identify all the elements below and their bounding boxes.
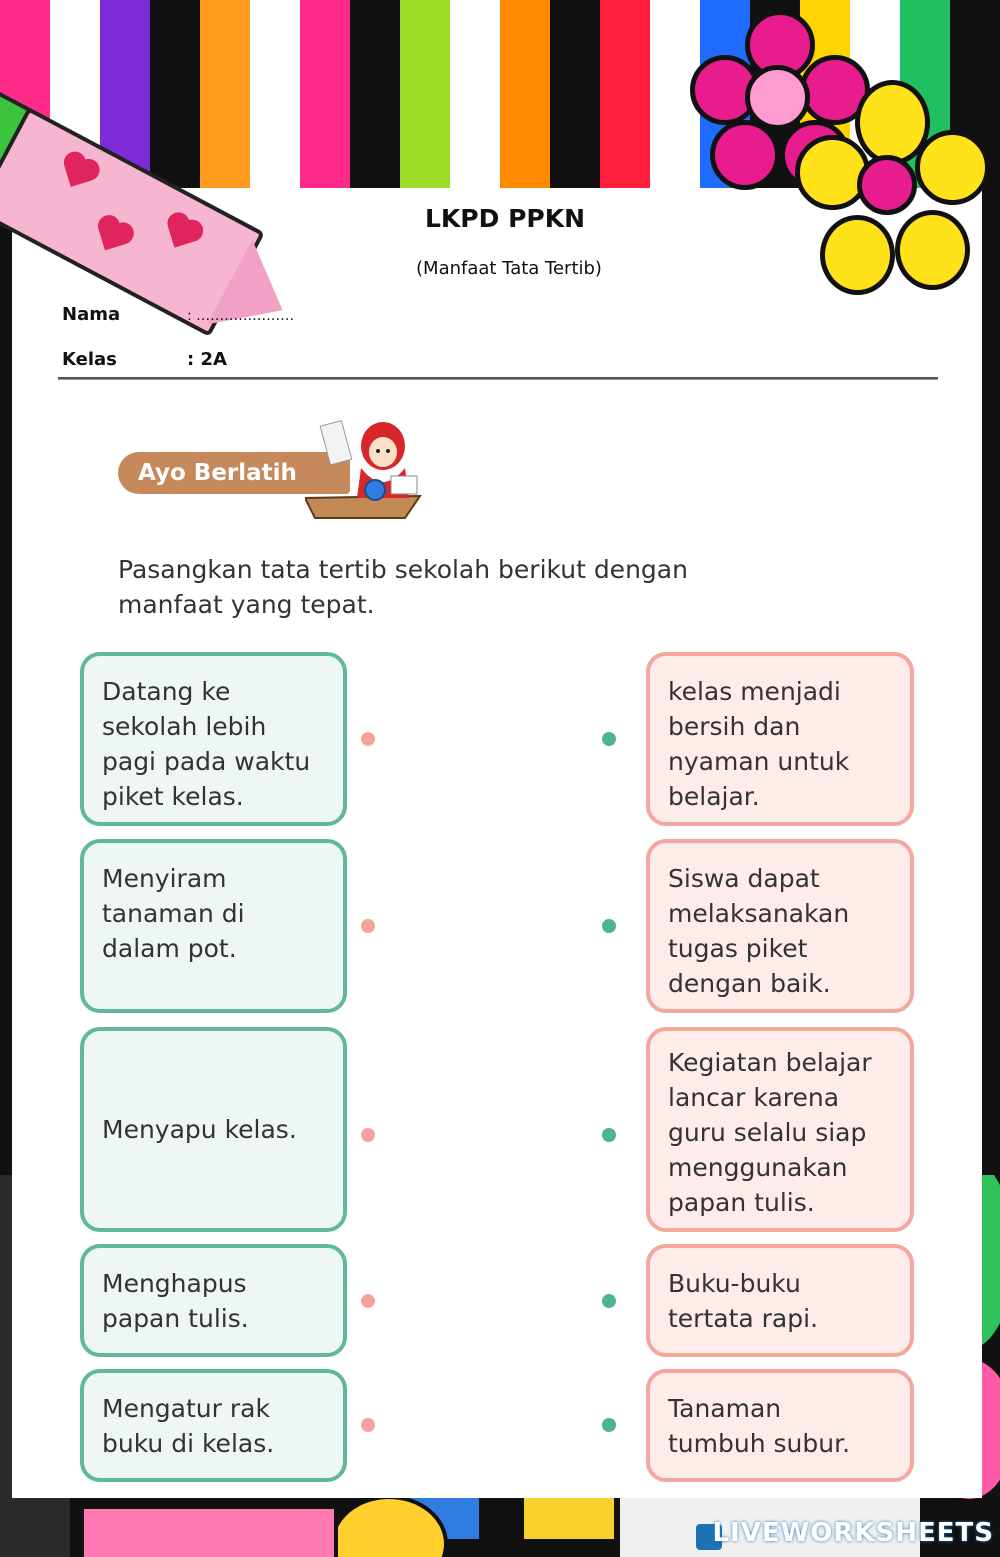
left-card-5-line-1: Mengatur rak [102,1394,270,1423]
left-card-2-line-1: Menyiram [102,864,227,893]
left-card-4-line-2: papan tulis. [102,1304,249,1333]
student-illustration [305,418,425,528]
right-connector-dot-1[interactable] [602,732,616,746]
right-card-5-line-1: Tanaman [668,1394,782,1423]
header-divider [58,377,938,380]
left-card-2-line-2: tanaman di [102,899,245,928]
nama-value: : ………………… [187,308,295,324]
left-connector-dot-3[interactable] [361,1128,375,1142]
right-connector-dot-5[interactable] [602,1418,616,1432]
right-card-4-line-2: tertata rapi. [668,1304,819,1333]
right-card-3-line-4: menggunakan [668,1153,848,1182]
right-card-3-line-3: guru selalu siap [668,1118,867,1147]
left-card-1-line-1: Datang ke [102,677,231,706]
right-card-2-line-4: dengan baik. [668,969,831,998]
right-card-1-line-2: bersih dan [668,712,801,741]
left-card-4[interactable] [80,1244,347,1357]
left-card-5[interactable] [80,1369,347,1482]
right-card-1-line-1: kelas menjadi [668,677,841,706]
watermark: LIVEWORKSHEETS [712,1518,994,1548]
right-card-5[interactable] [646,1369,914,1482]
left-card-3[interactable] [80,1027,347,1232]
kelas-label: Kelas [62,349,117,370]
ayo-berlatih-banner: Ayo Berlatih [118,452,350,494]
instruction-line-2: manfaat yang tepat. [118,590,375,619]
left-card-1-line-4: piket kelas. [102,782,244,811]
left-connector-dot-5[interactable] [361,1418,375,1432]
nama-field [62,304,294,325]
right-connector-dot-2[interactable] [602,919,616,933]
left-card-3-line-1: Menyapu kelas. [102,1115,297,1144]
right-card-3-line-2: lancar karena [668,1083,840,1112]
left-card-4-line-1: Menghapus [102,1269,247,1298]
left-card-2-line-3: dalam pot. [102,934,237,963]
left-connector-dot-2[interactable] [361,919,375,933]
right-card-3-line-1: Kegiatan belajar [668,1048,872,1077]
right-card-1-line-3: nyaman untuk [668,747,850,776]
left-card-1-line-2: sekolah lebih [102,712,267,741]
left-connector-dot-1[interactable] [361,732,375,746]
left-card-1-line-3: pagi pada waktu [102,747,311,776]
right-card-4-line-1: Buku-buku [668,1269,801,1298]
left-card-5-line-2: buku di kelas. [102,1429,275,1458]
left-card-2[interactable] [80,839,347,1013]
right-card-2-line-2: melaksanakan [668,899,850,928]
right-connector-dot-3[interactable] [602,1128,616,1142]
right-card-2-line-3: tugas piket [668,934,808,963]
right-card-2[interactable] [646,839,914,1013]
instruction-line-1: Pasangkan tata tertib sekolah berikut dengan [118,555,688,584]
page-title: LKPD PPKN [424,204,586,233]
right-card-1[interactable] [646,652,914,826]
right-card-4[interactable] [646,1244,914,1357]
page-subtitle: (Manfaat Tata Tertib) [416,258,602,279]
instruction-text [118,552,818,622]
kelas-value: : 2A [187,349,227,370]
right-card-3-line-5: papan tulis. [668,1188,815,1217]
left-connector-dot-4[interactable] [361,1294,375,1308]
kelas-field [62,349,227,370]
left-card-1[interactable] [80,652,347,826]
right-card-3[interactable] [646,1027,914,1232]
right-card-5-line-2: tumbuh subur. [668,1429,851,1458]
right-card-2-line-1: Siswa dapat [668,864,820,893]
nama-label: Nama [62,304,121,325]
right-connector-dot-4[interactable] [602,1294,616,1308]
right-card-1-line-4: belajar. [668,782,760,811]
